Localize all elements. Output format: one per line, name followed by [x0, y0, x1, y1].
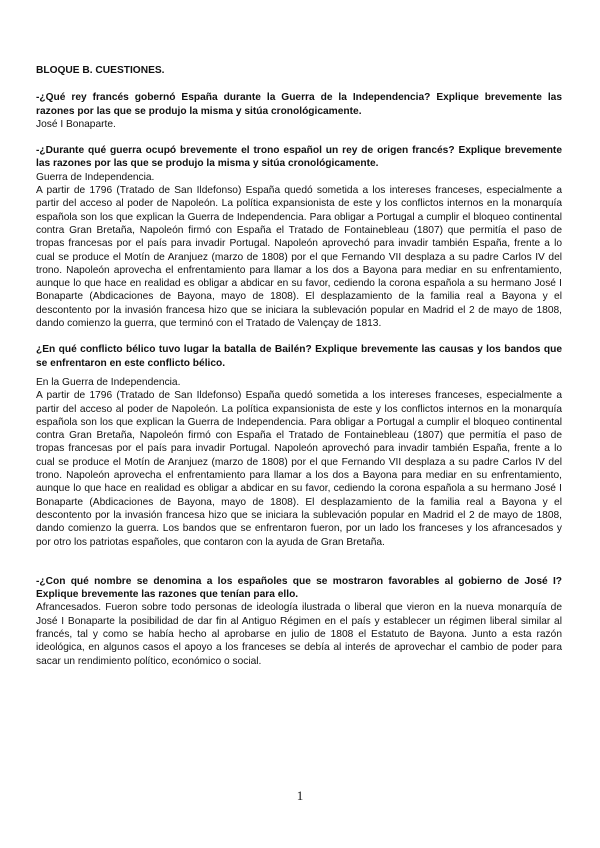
answer-1-short: José I Bonaparte. — [36, 118, 116, 130]
answer-4-body: Fueron sobre todo personas de ideología ilustrada o liberal que vieron en la nueva monarquía de José I Bonaparte la posibilidad de dar fin al Antiguo Régimen en el país y establecer un régimen liberal similar al francés, tal y como se había hecho al aprobarse en julio de 1808 el Estatuto de Bayona. Junto a esta razón ideológica, en algunos casos el apoyo a los franceses se debía al interés de aprovechar el cambio de poder para sacar un rendimiento político, económico o social. — [36, 602, 562, 667]
question-2: -¿Durante qué guerra ocupó brevemente el trono español un rey de origen francés? Explique brevemente las razones por las que se produjo la misma y sitúa cronológicamente. — [36, 145, 562, 170]
answer-4-text — [36, 601, 562, 667]
question-block-3 — [36, 343, 562, 548]
document-content — [36, 64, 562, 681]
question-3: ¿En qué conflicto bélico tuvo lugar la batalla de Bailén? Explique brevemente las causas y los bandos que se enfrentaron en este conflicto bélico. — [36, 344, 562, 369]
answer-2-short: Guerra de Independencia. — [36, 171, 155, 183]
question-block-1 — [36, 91, 562, 131]
question-block-2 — [36, 144, 562, 330]
section-heading: BLOQUE B. CUESTIONES. — [36, 65, 165, 76]
question-block-4 — [36, 575, 562, 668]
question-4: -¿Con qué nombre se denomina a los españoles que se mostraron favorables al gobierno de José I? Explique brevemente las razones que tenían para ello. — [36, 575, 562, 601]
question-1: -¿Qué rey francés gobernó España durante la Guerra de la Independencia? Explique brevemente las razones por las que se produjo la misma y sitúa cronológicamente. — [36, 92, 562, 117]
answer-3-short: En la Guerra de Independencia. — [36, 376, 181, 388]
answer-2-body: A partir de 1796 (Tratado de San Ildefonso) España quedó sometida a los intereses franceses, especialmente a partir del acceso al poder de Napoleón. La política expansionista de este y los conflictos internos en la monarquía española son los que explican la Guerra de Independencia. Para obligar a Portugal a cumplir el bloqueo continental contra Gran Bretaña, Napoleón firmó con España el Tratado de Fontainebleau (1807) que permitía el paso de tropas francesas por el país para invadir Portugal. Napoleón aprovechó para invadir también España, frente a lo cual se produce el Motín de Aranjuez (marzo de 1808) por el que Fernando VII desplaza a su padre Carlos IV del trono. Napoleón aprovecha el enfrentamiento para llamar a los dos a Bayona para mediar en su enfrentamiento, aunque lo que hace en realidad es obligar a abdicar en su favor, cediendo la corona española a su hermano José I Bonaparte (Abdicaciones de Bayona, mayo de 1808). El desplazamiento de la familia real a Bayona y el descontento por la invasión francesa hizo que se iniciara la sublevación popular en Madrid el 2 de mayo de 1808, dando comienzo la guerra, que terminó con el Tratado de Valençay de 1813. — [36, 185, 562, 330]
page-number: 1 — [296, 788, 304, 803]
answer-3-body: A partir de 1796 (Tratado de San Ildefonso) España quedó sometida a los intereses franceses, especialmente a partir del acceso al poder de Napoleón. La política expansionista de este y los conflictos internos en la monarquía española son los que explican la Guerra de Independencia. Para obligar a Portugal a cumplir el bloqueo continental contra Gran Bretaña, Napoleón firmó con España el Tratado de Fontainebleau (1807) que permitía el paso de tropas francesas por el país para invadir Portugal. Napoleón aprovechó para invadir también España, frente a lo cual se produce el Motín de Aranjuez (marzo de 1808) por el que Fernando VII desplaza a su padre Carlos IV del trono. Napoleón aprovecha el enfrentamiento para llamar a los dos a Bayona para mediar en su enfrentamiento, aunque lo que hace en realidad es obligar a abdicar en su favor, cediendo la corona española a su hermano José I Bonaparte (Abdicaciones de Bayona, mayo de 1808). El desplazamiento de la familia real a Bayona y el descontento por la invasión francesa hizo que se iniciara la sublevación popular en Madrid el 2 de mayo de 1808, dando comienzo la guerra. Los bandos que se enfrentaron fueron, por un lado los franceses y los afrancesados y por otro los patriotas españoles, que contaron con la ayuda de Gran Bretaña. — [36, 390, 562, 548]
answer-4-short: Afrancesados. — [36, 602, 102, 614]
